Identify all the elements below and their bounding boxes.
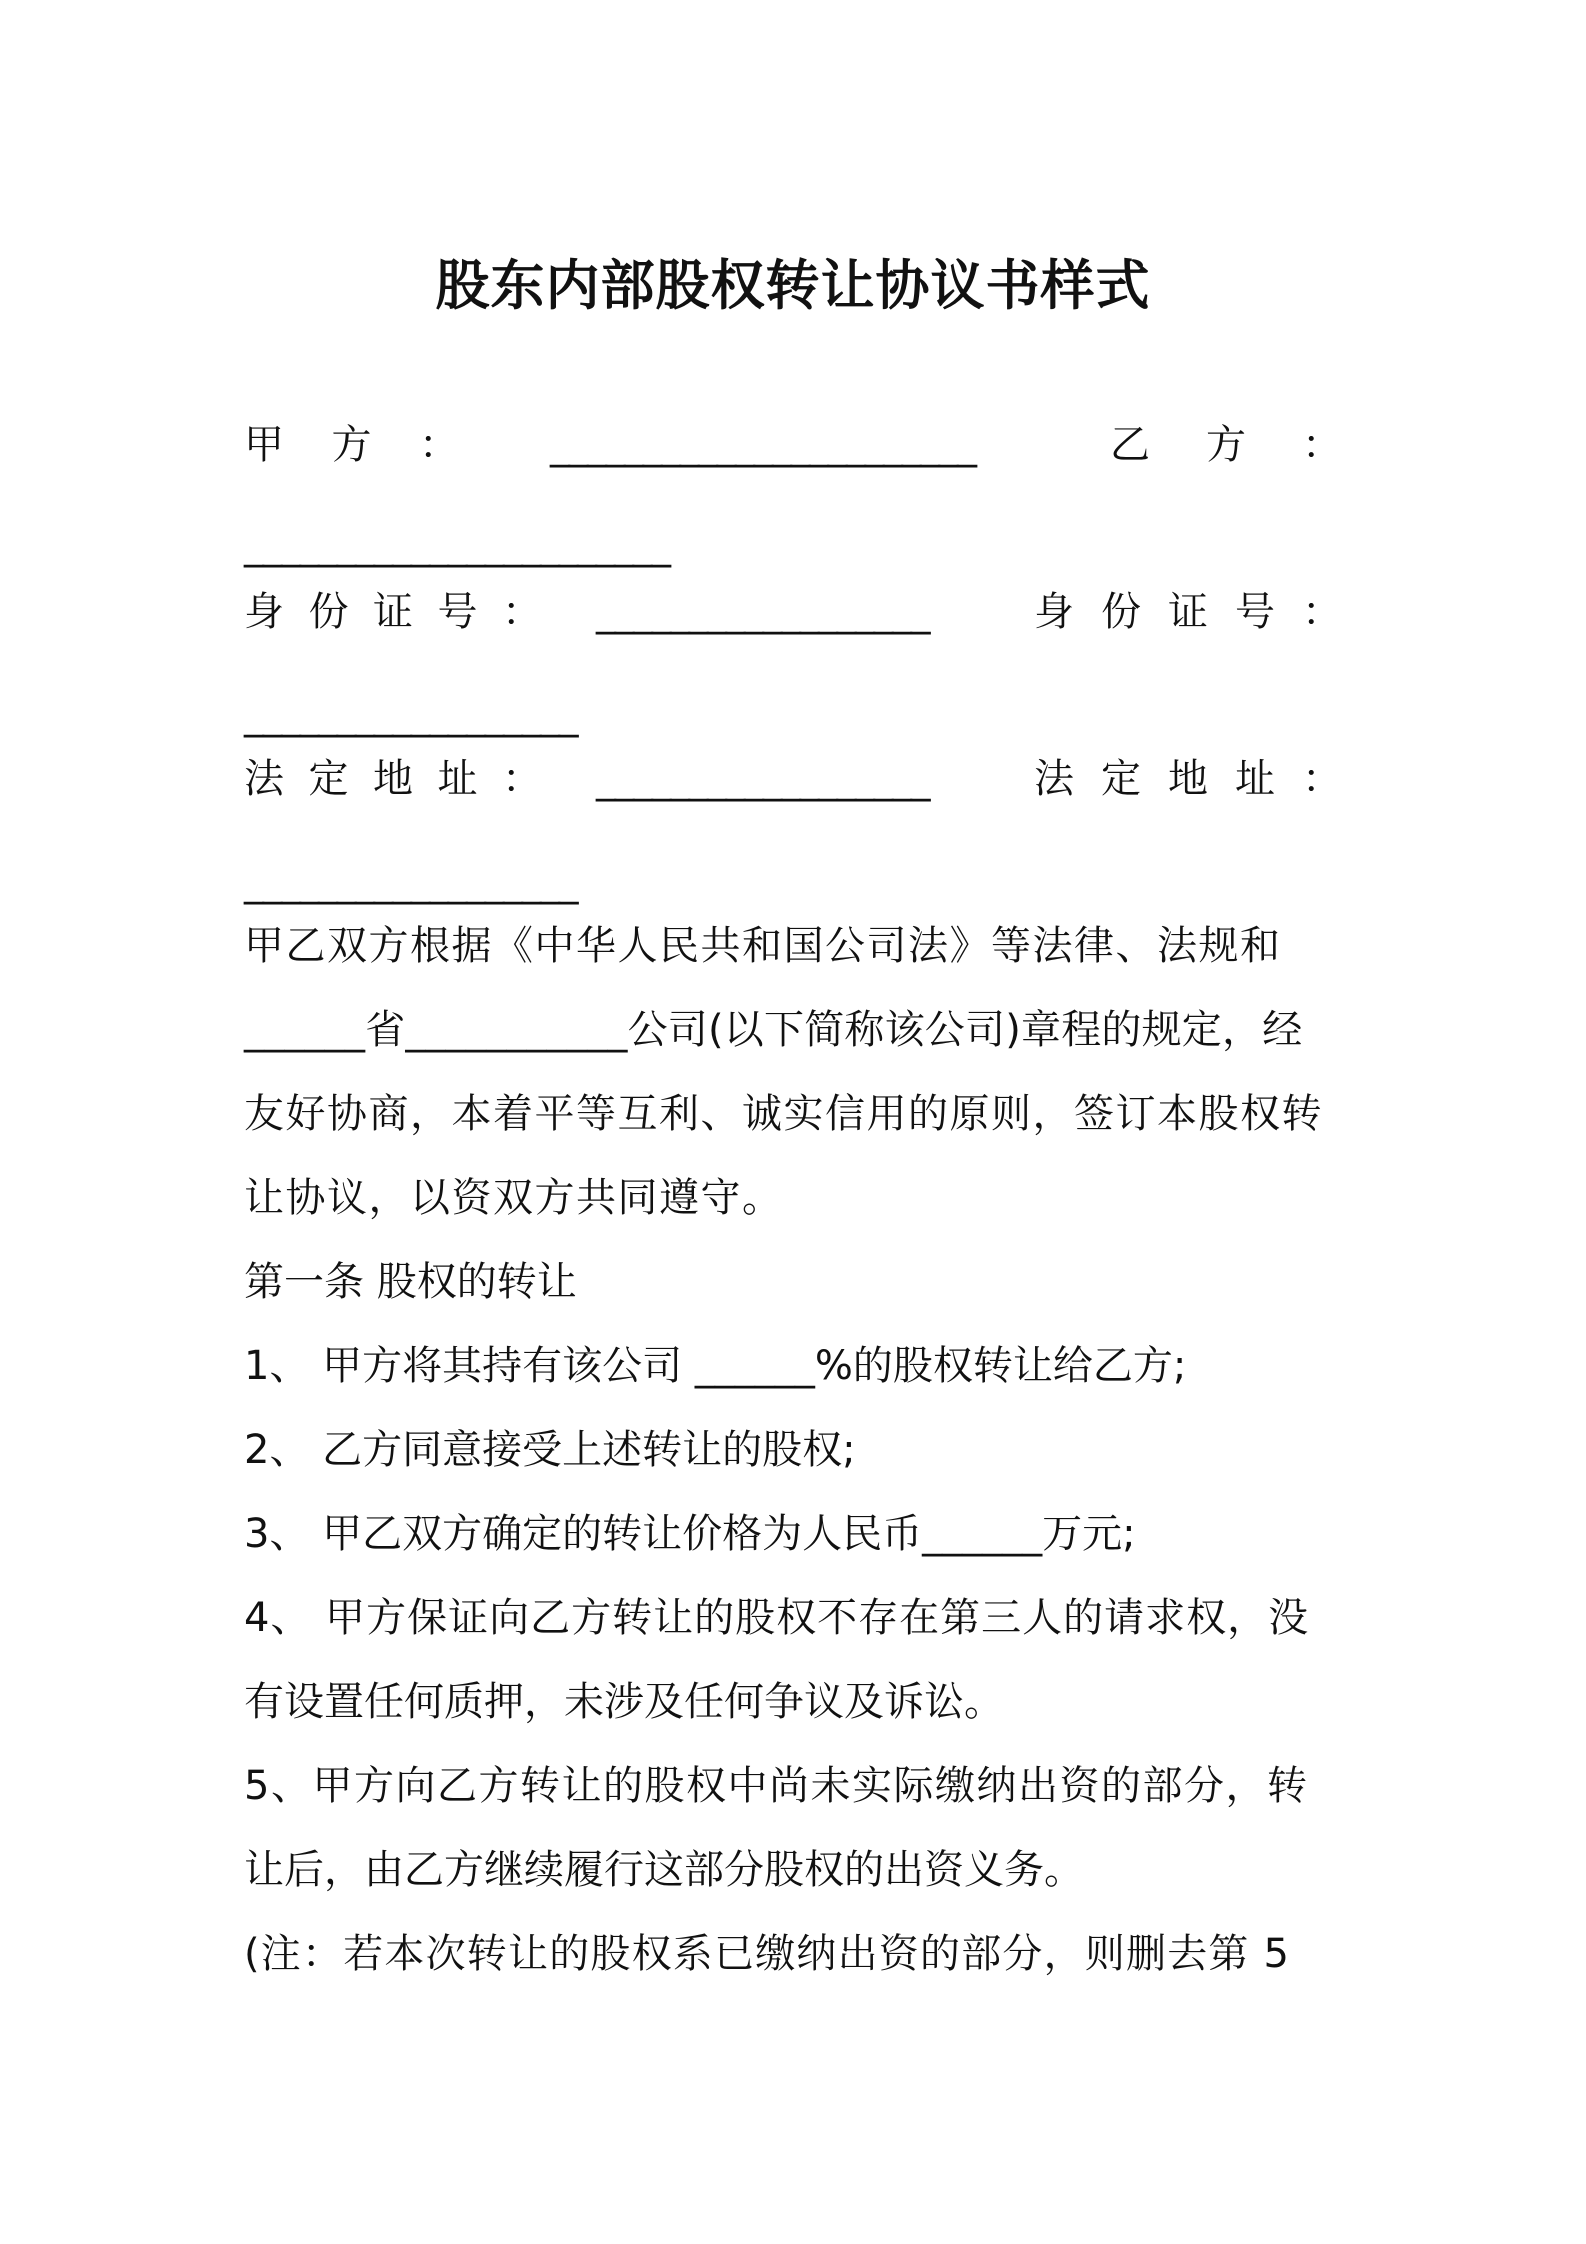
addr-b-label: [1034, 749, 1342, 809]
article-note: (注：若本次转让的股权系已缴纳出资的部分，则删去第 5: [244, 1931, 1291, 1977]
preamble-line: 让协议，以资双方共同遵守。: [244, 1175, 784, 1221]
article-item: 有设置任何质押，未涉及任何争议及诉讼。: [244, 1679, 1004, 1725]
id-b-label-char: 身: [1034, 589, 1074, 635]
addr-a-label-char: 地: [373, 756, 413, 802]
party-b-label-char: ：: [1302, 422, 1342, 468]
id-b-label-char: 份: [1101, 589, 1141, 635]
addr-a-blank[interactable]: __________________: [596, 756, 929, 802]
id-a-label-char: 身: [244, 589, 284, 635]
addr-a-label-char: 法: [244, 756, 284, 802]
document-title: 股东内部股权转让协议书样式: [435, 254, 1151, 317]
party-b-label-char: 乙: [1110, 422, 1150, 468]
addr-a-label-char: ：: [502, 756, 542, 802]
addr-a-label-char: 定: [308, 756, 349, 802]
party-a-label-char: 方: [331, 422, 372, 468]
party-a-label: [244, 415, 459, 475]
id-a-label-char: 号: [437, 589, 478, 635]
preamble-line: ______省___________公司(以下简称该公司)章程的规定，经: [244, 1007, 1303, 1053]
id-a-label-char: 证: [373, 589, 413, 635]
preamble-line: 友好协商，本着平等互利、诚实信用的原则，签订本股权转: [244, 1091, 1323, 1137]
id-b-label-char: ：: [1302, 589, 1342, 635]
addr-b-label-char: 定: [1101, 756, 1141, 802]
id-a-label-char: ：: [502, 589, 542, 635]
article-heading: 第一条 股权的转让: [244, 1259, 577, 1305]
addr-b-label-char: ：: [1302, 756, 1342, 802]
id-b-label-char: 证: [1168, 589, 1208, 635]
article-item: 3、 甲乙双方确定的转让价格为人民币______万元;: [244, 1511, 1136, 1557]
id-a-label-char: 份: [308, 589, 349, 635]
article-item: 4、 甲方保证向乙方转让的股权不存在第三人的请求权，没: [244, 1595, 1310, 1641]
addr-b-label-char: 地: [1168, 756, 1208, 802]
id-a-label: [244, 582, 542, 642]
preamble-line: 甲乙双方根据《中华人民共和国公司法》等法律、法规和: [244, 923, 1282, 969]
id-b-blank[interactable]: __________________: [244, 692, 577, 738]
addr-b-label-char: 址: [1235, 756, 1275, 802]
party-b-label-char: 方: [1206, 422, 1246, 468]
addr-a-label: [244, 749, 542, 809]
party-b-blank[interactable]: _______________________: [244, 522, 670, 568]
party-a-label-char: ：: [419, 422, 459, 468]
addr-a-label-char: 址: [437, 756, 478, 802]
id-a-blank[interactable]: __________________: [596, 589, 929, 635]
addr-b-blank[interactable]: __________________: [244, 859, 577, 905]
party-b-label: [1110, 415, 1342, 475]
party-a-label-char: 甲: [244, 422, 284, 468]
id-b-label: [1034, 582, 1342, 642]
addr-b-label-char: 法: [1034, 756, 1074, 802]
id-b-label-char: 号: [1235, 589, 1275, 635]
article-item: 2、 乙方同意接受上述转让的股权;: [244, 1427, 856, 1473]
article-item: 1、 甲方将其持有该公司 ______%的股权转让给乙方;: [244, 1343, 1187, 1389]
article-item: 让后，由乙方继续履行这部分股权的出资义务。: [244, 1847, 1084, 1893]
article-item: 5、甲方向乙方转让的股权中尚未实际缴纳出资的部分，转: [244, 1763, 1309, 1809]
party-a-blank[interactable]: _______________________: [550, 422, 976, 468]
